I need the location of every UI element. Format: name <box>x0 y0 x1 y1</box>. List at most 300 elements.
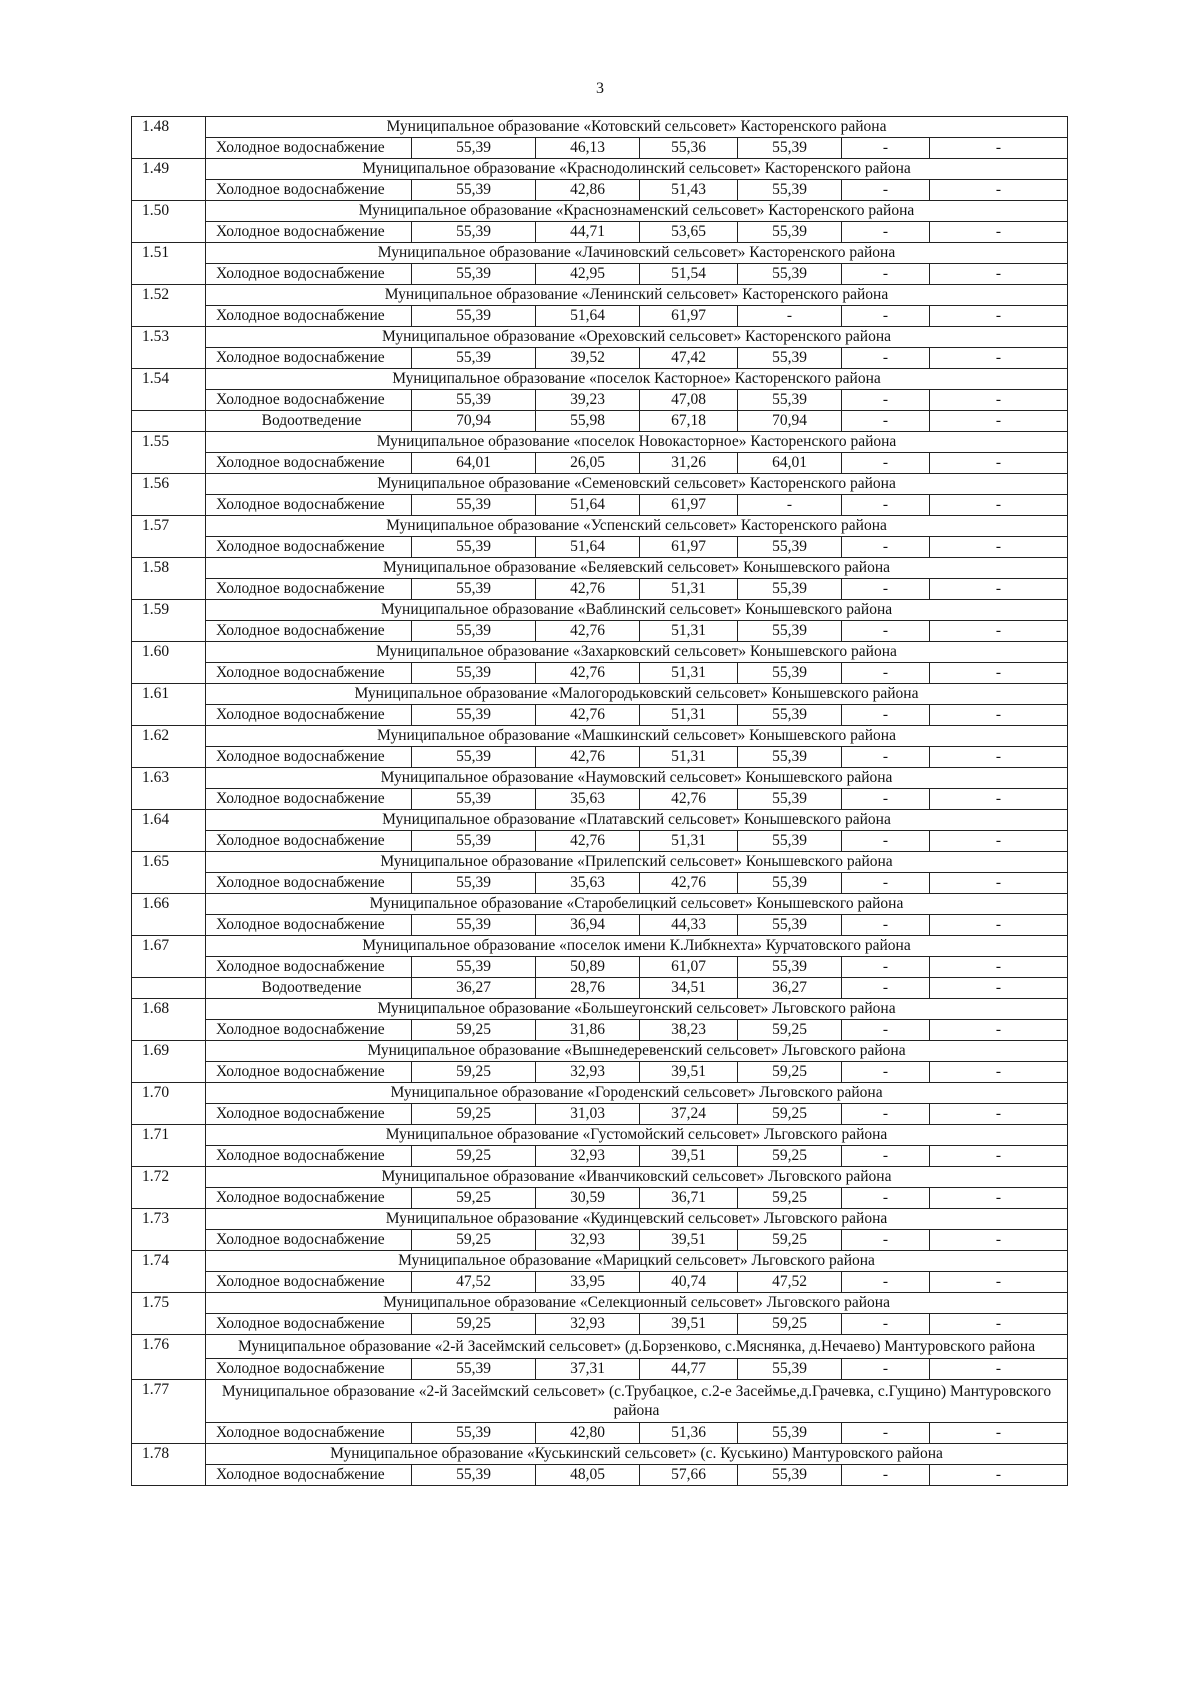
tariff-value: 51,31 <box>640 747 738 768</box>
tariff-value: 46,13 <box>536 138 640 159</box>
empty-number-cell <box>132 1465 206 1486</box>
tariff-value: 44,71 <box>536 222 640 243</box>
tariff-value: 59,25 <box>738 1314 842 1335</box>
municipality-title: Муниципальное образование «Краснодолинский сельсовет» Касторенского района <box>206 159 1068 180</box>
tariff-value: - <box>842 1104 930 1125</box>
tariff-value: - <box>930 1104 1068 1125</box>
tariff-value: 55,39 <box>738 348 842 369</box>
service-name: Холодное водоснабжение <box>206 264 412 285</box>
empty-number-cell <box>132 222 206 243</box>
tariff-value: 30,59 <box>536 1188 640 1209</box>
tariff-value: 55,39 <box>738 915 842 936</box>
tariff-value: - <box>842 621 930 642</box>
tariff-value: - <box>842 495 930 516</box>
entry-number: 1.68 <box>132 999 206 1020</box>
service-row <box>132 705 1068 726</box>
tariff-value: 51,31 <box>640 663 738 684</box>
tariff-value: - <box>930 537 1068 558</box>
entry-title-row <box>132 894 1068 915</box>
tariff-value: 55,39 <box>412 222 536 243</box>
municipality-title: Муниципальное образование «2-й Засеймский сельсовет» (с.Трубацкое, с.2-е Засеймье,д.Грачевка, с.Гущино) Мантуровского района <box>206 1380 1068 1423</box>
tariff-value: - <box>930 1314 1068 1335</box>
tariff-value: 55,98 <box>536 411 640 432</box>
tariff-value: 28,76 <box>536 978 640 999</box>
tariff-value: 44,77 <box>640 1359 738 1380</box>
empty-number-cell <box>132 348 206 369</box>
empty-number-cell <box>132 1230 206 1251</box>
tariff-value: 36,27 <box>738 978 842 999</box>
municipality-title: Муниципальное образование «Городенский сельсовет» Льговского района <box>206 1083 1068 1104</box>
empty-number-cell <box>132 1062 206 1083</box>
tariff-value: 61,97 <box>640 306 738 327</box>
tariff-value: 36,94 <box>536 915 640 936</box>
tariff-value: - <box>842 789 930 810</box>
tariff-value: - <box>930 390 1068 411</box>
entry-title-row <box>132 201 1068 222</box>
tariff-value: 59,25 <box>738 1146 842 1167</box>
tariff-value: 55,39 <box>738 264 842 285</box>
tariff-value: 51,64 <box>536 495 640 516</box>
entry-title-row <box>132 432 1068 453</box>
tariff-value: 39,51 <box>640 1314 738 1335</box>
service-row <box>132 411 1068 432</box>
tariff-value: 36,27 <box>412 978 536 999</box>
tariff-value: - <box>930 1146 1068 1167</box>
municipality-title: Муниципальное образование «Густомойский сельсовет» Льговского района <box>206 1125 1068 1146</box>
service-name: Холодное водоснабжение <box>206 1359 412 1380</box>
tariff-value: 55,39 <box>738 747 842 768</box>
tariff-value: - <box>842 663 930 684</box>
tariff-value: 55,39 <box>412 831 536 852</box>
tariff-value: - <box>842 264 930 285</box>
tariff-value: 55,39 <box>412 789 536 810</box>
entry-number: 1.55 <box>132 432 206 453</box>
entry-number: 1.70 <box>132 1083 206 1104</box>
entry-number: 1.66 <box>132 894 206 915</box>
entry-title-row <box>132 369 1068 390</box>
service-row <box>132 138 1068 159</box>
service-row <box>132 1314 1068 1335</box>
service-row <box>132 348 1068 369</box>
tariff-value: 39,51 <box>640 1146 738 1167</box>
service-name: Холодное водоснабжение <box>206 1272 412 1293</box>
empty-number-cell <box>132 831 206 852</box>
service-name: Холодное водоснабжение <box>206 579 412 600</box>
tariff-value: 44,33 <box>640 915 738 936</box>
tariff-value: 55,39 <box>738 579 842 600</box>
entry-number: 1.58 <box>132 558 206 579</box>
service-name: Холодное водоснабжение <box>206 1062 412 1083</box>
empty-number-cell <box>132 1314 206 1335</box>
tariff-value: 55,39 <box>412 579 536 600</box>
service-row <box>132 873 1068 894</box>
entry-title-row <box>132 1125 1068 1146</box>
tariff-value: - <box>930 180 1068 201</box>
service-name: Холодное водоснабжение <box>206 1230 412 1251</box>
municipality-title: Муниципальное образование «поселок Касторное» Касторенского района <box>206 369 1068 390</box>
tariff-value: 51,31 <box>640 705 738 726</box>
entry-title-row <box>132 726 1068 747</box>
tariff-value: 55,39 <box>738 831 842 852</box>
service-name: Холодное водоснабжение <box>206 495 412 516</box>
entry-title-row <box>132 1209 1068 1230</box>
page-number: 3 <box>596 80 604 97</box>
tariff-value: 32,93 <box>536 1062 640 1083</box>
tariff-value: - <box>930 579 1068 600</box>
tariff-value: 42,76 <box>536 621 640 642</box>
municipality-title: Муниципальное образование «Большеугонский сельсовет» Льговского района <box>206 999 1068 1020</box>
service-name: Холодное водоснабжение <box>206 663 412 684</box>
empty-number-cell <box>132 1146 206 1167</box>
entry-number: 1.78 <box>132 1444 206 1465</box>
tariff-value: 51,64 <box>536 306 640 327</box>
tariff-value: 47,52 <box>412 1272 536 1293</box>
tariff-value: 64,01 <box>738 453 842 474</box>
entry-title-row <box>132 1041 1068 1062</box>
municipality-title: Муниципальное образование «Беляевский сельсовет» Конышевского района <box>206 558 1068 579</box>
tariff-value: - <box>930 1020 1068 1041</box>
tariff-value: 55,39 <box>412 705 536 726</box>
service-row <box>132 1104 1068 1125</box>
tariff-value: - <box>930 453 1068 474</box>
service-name: Холодное водоснабжение <box>206 1465 412 1486</box>
entry-number: 1.53 <box>132 327 206 348</box>
service-row <box>132 663 1068 684</box>
tariff-value: - <box>930 1465 1068 1486</box>
tariff-value: 57,66 <box>640 1465 738 1486</box>
municipality-title: Муниципальное образование «2-й Засеймский сельсовет» (д.Борзенково, с.Мяснянка, д.Нечаево) Мантуровского района <box>206 1335 1068 1359</box>
tariff-value: 55,39 <box>412 957 536 978</box>
tariff-value: - <box>842 453 930 474</box>
tariff-value: 51,36 <box>640 1423 738 1444</box>
entry-title-row <box>132 1380 1068 1423</box>
tariff-value: 47,52 <box>738 1272 842 1293</box>
entry-title-row <box>132 1335 1068 1359</box>
tariff-value: - <box>842 537 930 558</box>
tariff-value: 47,42 <box>640 348 738 369</box>
service-name: Холодное водоснабжение <box>206 537 412 558</box>
municipality-title: Муниципальное образование «Старобелицкий сельсовет» Конышевского района <box>206 894 1068 915</box>
tariff-value: 51,54 <box>640 264 738 285</box>
service-row <box>132 306 1068 327</box>
municipality-title: Муниципальное образование «Иванчиковский сельсовет» Льговского района <box>206 1167 1068 1188</box>
tariff-value: - <box>930 873 1068 894</box>
service-name: Холодное водоснабжение <box>206 747 412 768</box>
tariff-value: 55,39 <box>412 495 536 516</box>
entry-title-row <box>132 327 1068 348</box>
service-name: Холодное водоснабжение <box>206 1020 412 1041</box>
entry-title-row <box>132 243 1068 264</box>
tariff-value: 55,39 <box>412 1423 536 1444</box>
municipality-title: Муниципальное образование «Ленинский сельсовет» Касторенского района <box>206 285 1068 306</box>
empty-number-cell <box>132 411 206 432</box>
tariff-value: 67,18 <box>640 411 738 432</box>
tariff-value: 55,39 <box>738 957 842 978</box>
tariff-value: 55,39 <box>412 537 536 558</box>
entry-title-row <box>132 516 1068 537</box>
service-name: Холодное водоснабжение <box>206 957 412 978</box>
tariff-value: 55,39 <box>738 222 842 243</box>
tariff-value: - <box>930 957 1068 978</box>
tariff-value: 55,39 <box>738 621 842 642</box>
service-row <box>132 1465 1068 1486</box>
tariff-value: 55,39 <box>412 306 536 327</box>
service-row <box>132 1230 1068 1251</box>
tariff-value: 70,94 <box>738 411 842 432</box>
municipality-title: Муниципальное образование «Захарковский сельсовет» Конышевского района <box>206 642 1068 663</box>
entry-number: 1.67 <box>132 936 206 957</box>
service-row <box>132 978 1068 999</box>
tariff-value: - <box>930 1423 1068 1444</box>
tariff-value: - <box>930 1359 1068 1380</box>
service-row <box>132 1146 1068 1167</box>
municipality-title: Муниципальное образование «Прилепский сельсовет» Конышевского района <box>206 852 1068 873</box>
tariff-table <box>131 116 1068 1486</box>
municipality-title: Муниципальное образование «Машкинский сельсовет» Конышевского района <box>206 726 1068 747</box>
entry-title-row <box>132 558 1068 579</box>
tariff-value: - <box>930 306 1068 327</box>
empty-number-cell <box>132 873 206 894</box>
empty-number-cell <box>132 1104 206 1125</box>
entry-title-row <box>132 768 1068 789</box>
tariff-value: 55,39 <box>412 180 536 201</box>
entry-title-row <box>132 159 1068 180</box>
entry-title-row <box>132 684 1068 705</box>
tariff-value: - <box>842 1062 930 1083</box>
tariff-value: - <box>842 222 930 243</box>
tariff-value: - <box>842 1272 930 1293</box>
service-name: Водоотведение <box>206 978 412 999</box>
empty-number-cell <box>132 453 206 474</box>
empty-number-cell <box>132 915 206 936</box>
tariff-value: - <box>930 411 1068 432</box>
entry-number: 1.63 <box>132 768 206 789</box>
tariff-value: 42,76 <box>536 705 640 726</box>
service-name: Холодное водоснабжение <box>206 306 412 327</box>
service-row <box>132 747 1068 768</box>
service-name: Водоотведение <box>206 411 412 432</box>
entry-title-row <box>132 600 1068 621</box>
service-name: Холодное водоснабжение <box>206 390 412 411</box>
municipality-title: Муниципальное образование «Кудинцевский сельсовет» Льговского района <box>206 1209 1068 1230</box>
tariff-value: 36,71 <box>640 1188 738 1209</box>
service-name: Холодное водоснабжение <box>206 621 412 642</box>
tariff-value: 55,39 <box>412 264 536 285</box>
entry-title-row <box>132 936 1068 957</box>
tariff-value: 59,25 <box>738 1104 842 1125</box>
tariff-value: 70,94 <box>412 411 536 432</box>
entry-number: 1.75 <box>132 1293 206 1314</box>
tariff-value: 42,76 <box>640 873 738 894</box>
service-row <box>132 1188 1068 1209</box>
tariff-value: - <box>930 1188 1068 1209</box>
tariff-value: 42,76 <box>536 831 640 852</box>
municipality-title: Муниципальное образование «Успенский сельсовет» Касторенского района <box>206 516 1068 537</box>
tariff-value: 55,39 <box>738 1423 842 1444</box>
entry-number: 1.71 <box>132 1125 206 1146</box>
tariff-value: 53,65 <box>640 222 738 243</box>
tariff-value: - <box>930 978 1068 999</box>
municipality-title: Муниципальное образование «Куськинский сельсовет» (с. Куськино) Мантуровского района <box>206 1444 1068 1465</box>
tariff-value: - <box>930 747 1068 768</box>
service-name: Холодное водоснабжение <box>206 1423 412 1444</box>
empty-number-cell <box>132 621 206 642</box>
entry-title-row <box>132 852 1068 873</box>
service-name: Холодное водоснабжение <box>206 138 412 159</box>
tariff-value: 42,76 <box>536 579 640 600</box>
empty-number-cell <box>132 1359 206 1380</box>
tariff-value: 42,76 <box>640 789 738 810</box>
empty-number-cell <box>132 1423 206 1444</box>
tariff-value: 55,39 <box>738 789 842 810</box>
tariff-value: 55,39 <box>412 663 536 684</box>
tariff-value: 59,25 <box>412 1146 536 1167</box>
tariff-value: - <box>930 621 1068 642</box>
entry-title-row <box>132 117 1068 138</box>
tariff-value: 55,39 <box>412 915 536 936</box>
entry-title-row <box>132 999 1068 1020</box>
service-row <box>132 789 1068 810</box>
tariff-value: 48,05 <box>536 1465 640 1486</box>
entry-title-row <box>132 1251 1068 1272</box>
tariff-value: - <box>842 705 930 726</box>
service-name: Холодное водоснабжение <box>206 180 412 201</box>
tariff-value: 31,26 <box>640 453 738 474</box>
entry-title-row <box>132 1444 1068 1465</box>
entry-number: 1.50 <box>132 201 206 222</box>
municipality-title: Муниципальное образование «Селекционный сельсовет» Льговского района <box>206 1293 1068 1314</box>
entry-title-row <box>132 1293 1068 1314</box>
entry-number: 1.74 <box>132 1251 206 1272</box>
service-row <box>132 180 1068 201</box>
service-row <box>132 495 1068 516</box>
tariff-value: - <box>930 789 1068 810</box>
tariff-value: 55,39 <box>412 138 536 159</box>
tariff-value: 55,39 <box>412 747 536 768</box>
empty-number-cell <box>132 138 206 159</box>
tariff-value: 59,25 <box>412 1188 536 1209</box>
tariff-value: - <box>930 705 1068 726</box>
tariff-value: 42,80 <box>536 1423 640 1444</box>
tariff-value: - <box>842 138 930 159</box>
tariff-value: 51,31 <box>640 831 738 852</box>
empty-number-cell <box>132 1188 206 1209</box>
tariff-value: 59,25 <box>412 1062 536 1083</box>
service-row <box>132 621 1068 642</box>
tariff-value: 26,05 <box>536 453 640 474</box>
entry-number: 1.54 <box>132 369 206 390</box>
tariff-value: - <box>930 348 1068 369</box>
service-name: Холодное водоснабжение <box>206 1188 412 1209</box>
tariff-value: 59,25 <box>412 1230 536 1251</box>
tariff-value: 55,39 <box>738 180 842 201</box>
service-name: Холодное водоснабжение <box>206 348 412 369</box>
tariff-value: - <box>842 1188 930 1209</box>
tariff-value: - <box>930 1062 1068 1083</box>
tariff-value: 32,93 <box>536 1314 640 1335</box>
tariff-value: 59,25 <box>738 1230 842 1251</box>
tariff-value: - <box>930 138 1068 159</box>
tariff-value: 50,89 <box>536 957 640 978</box>
tariff-value: 39,52 <box>536 348 640 369</box>
tariff-value: 33,95 <box>536 1272 640 1293</box>
tariff-value: 51,43 <box>640 180 738 201</box>
tariff-value: 38,23 <box>640 1020 738 1041</box>
tariff-value: 37,24 <box>640 1104 738 1125</box>
service-row <box>132 915 1068 936</box>
tariff-value: - <box>842 579 930 600</box>
service-row <box>132 1062 1068 1083</box>
tariff-value: 31,03 <box>536 1104 640 1125</box>
tariff-value: - <box>842 1020 930 1041</box>
entry-title-row <box>132 642 1068 663</box>
entry-title-row <box>132 285 1068 306</box>
service-name: Холодное водоснабжение <box>206 222 412 243</box>
tariff-value: 35,63 <box>536 789 640 810</box>
tariff-value: 32,93 <box>536 1146 640 1167</box>
tariff-value: 61,07 <box>640 957 738 978</box>
tariff-value: 55,39 <box>738 537 842 558</box>
tariff-value: 55,39 <box>412 1359 536 1380</box>
tariff-value: - <box>930 1272 1068 1293</box>
tariff-value: 31,86 <box>536 1020 640 1041</box>
tariff-value: 42,86 <box>536 180 640 201</box>
tariff-value: - <box>842 1465 930 1486</box>
tariff-value: 64,01 <box>412 453 536 474</box>
service-row <box>132 453 1068 474</box>
tariff-value: 55,39 <box>412 348 536 369</box>
service-name: Холодное водоснабжение <box>206 789 412 810</box>
entry-number: 1.59 <box>132 600 206 621</box>
tariff-value: 55,39 <box>738 138 842 159</box>
empty-number-cell <box>132 705 206 726</box>
tariff-value: - <box>842 1314 930 1335</box>
empty-number-cell <box>132 579 206 600</box>
tariff-value: 55,39 <box>412 621 536 642</box>
tariff-value: - <box>930 495 1068 516</box>
tariff-value: 39,51 <box>640 1062 738 1083</box>
tariff-value: 55,39 <box>738 390 842 411</box>
empty-number-cell <box>132 390 206 411</box>
empty-number-cell <box>132 663 206 684</box>
entry-number: 1.77 <box>132 1380 206 1423</box>
entry-title-row <box>132 1167 1068 1188</box>
service-name: Холодное водоснабжение <box>206 873 412 894</box>
service-name: Холодное водоснабжение <box>206 1104 412 1125</box>
municipality-title: Муниципальное образование «Котовский сельсовет» Касторенского района <box>206 117 1068 138</box>
service-row <box>132 579 1068 600</box>
tariff-value: 55,39 <box>412 873 536 894</box>
municipality-title: Муниципальное образование «поселок имени К.Либкнехта» Курчатовского района <box>206 936 1068 957</box>
tariff-value: 39,23 <box>536 390 640 411</box>
tariff-value: 59,25 <box>738 1188 842 1209</box>
tariff-value: - <box>930 222 1068 243</box>
tariff-value: - <box>842 1146 930 1167</box>
tariff-value: - <box>842 1230 930 1251</box>
tariff-value: - <box>930 1230 1068 1251</box>
tariff-value: 39,51 <box>640 1230 738 1251</box>
entry-number: 1.64 <box>132 810 206 831</box>
entry-title-row <box>132 1083 1068 1104</box>
service-row <box>132 1272 1068 1293</box>
tariff-value: 55,39 <box>738 663 842 684</box>
tariff-value: 59,25 <box>738 1020 842 1041</box>
entry-title-row <box>132 810 1068 831</box>
empty-number-cell <box>132 495 206 516</box>
empty-number-cell <box>132 537 206 558</box>
municipality-title: Муниципальное образование «Наумовский сельсовет» Конышевского района <box>206 768 1068 789</box>
tariff-value: - <box>930 915 1068 936</box>
